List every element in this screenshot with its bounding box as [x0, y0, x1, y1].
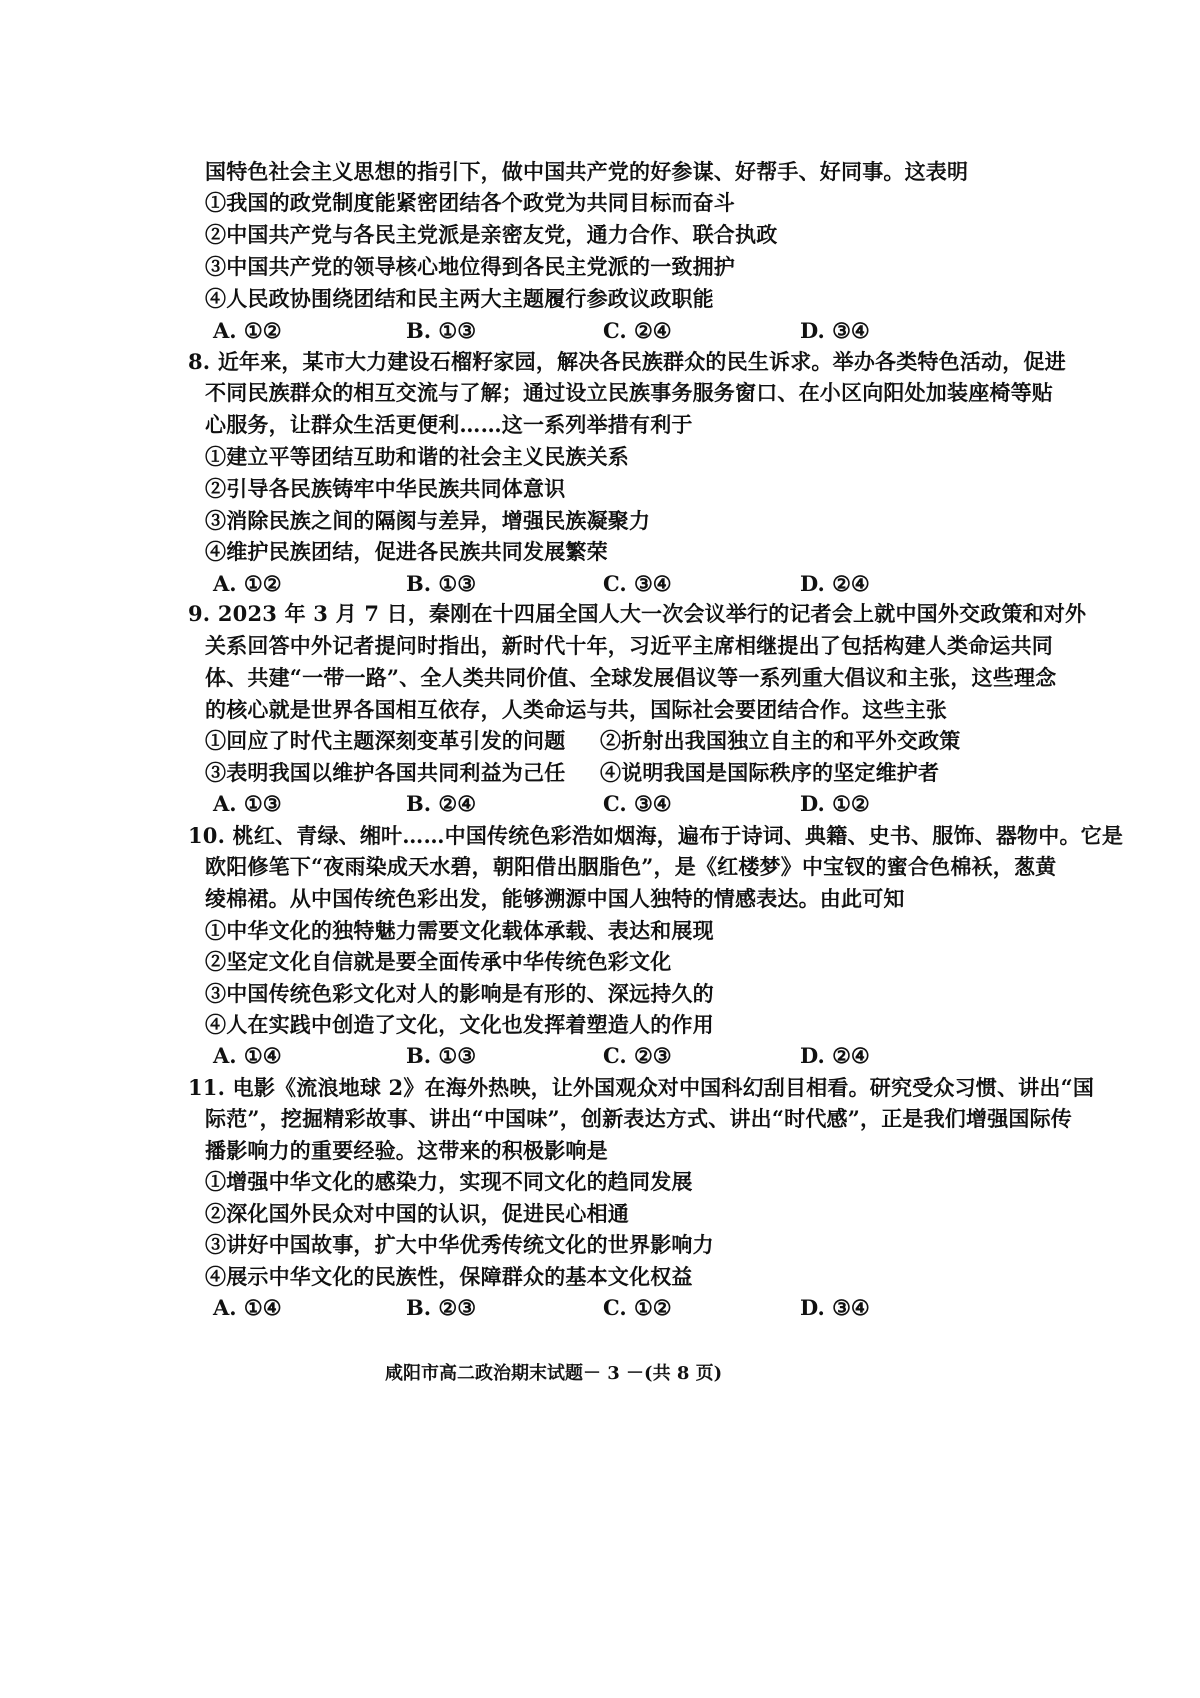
q11-option-a: A. ①④: [213, 1295, 282, 1320]
q9-option-d: D. ①②: [800, 791, 870, 816]
q8-stem-line-3: 心服务，让群众生活更便利……这一系列举措有利于: [205, 412, 693, 437]
q10-item-1: ①中华文化的独特魅力需要文化载体承载、表达和展现: [205, 918, 714, 943]
q10-item-2: ②坚定文化自信就是要全面传承中华传统色彩文化: [205, 949, 672, 974]
q10-stem-line-1: 10. 桃红、青绿、缃叶……中国传统色彩浩如烟海，遍布于诗词、典籍、史书、服饰、器物中。它是: [188, 823, 1124, 848]
q9-option-c: C. ③④: [603, 791, 672, 816]
q7-option-c: C. ②④: [603, 318, 672, 343]
q9-item-1: ①回应了时代主题深刻变革引发的问题: [205, 728, 566, 753]
q9-stem-line-1: 9. 2023 年 3 月 7 日，秦刚在十四届全国人大一次会议举行的记者会上就中国外交政策和对外: [188, 601, 1087, 626]
q9-item-2: ②折射出我国独立自主的和平外交政策: [600, 728, 961, 753]
q11-stem-line-2: 际范”，挖掘精彩故事、讲出“中国味”，创新表达方式、讲出“时代感”，正是我们增强国际传: [205, 1106, 1072, 1131]
q9-stem-line-4: 的核心就是世界各国相互依存，人类命运与共，国际社会要团结合作。这些主张: [205, 697, 947, 722]
q7-item-2: ②中国共产党与各民主党派是亲密友党，通力合作、联合执政: [205, 222, 778, 247]
q9-stem-line-3: 体、共建“一带一路”、全人类共同价值、全球发展倡议等一系列重大倡议和主张，这些理念: [205, 665, 1057, 690]
q7-option-a: A. ①②: [213, 318, 282, 343]
q8-option-d: D. ②④: [800, 571, 870, 596]
q8-item-2: ②引导各民族铸牢中华民族共同体意识: [205, 476, 566, 501]
q10-stem-line-3: 绫棉裙。从中国传统色彩出发，能够溯源中国人独特的情感表达。由此可知: [205, 886, 905, 911]
q8-stem-line-2: 不同民族群众的相互交流与了解；通过设立民族事务服务窗口、在小区向阳处加装座椅等贴: [205, 380, 1053, 405]
q11-item-3: ③讲好中国故事，扩大中华优秀传统文化的世界影响力: [205, 1232, 714, 1257]
q8-item-3: ③消除民族之间的隔阂与差异，增强民族凝聚力: [205, 508, 651, 533]
q11-option-d: D. ③④: [800, 1295, 870, 1320]
q11-item-2: ②深化国外民众对中国的认识，促进民心相通: [205, 1201, 629, 1226]
q11-item-1: ①增强中华文化的感染力，实现不同文化的趋同发展: [205, 1169, 693, 1194]
q7-stem-line: 国特色社会主义思想的指引下，做中国共产党的好参谋、好帮手、好同事。这表明: [205, 159, 969, 184]
q10-stem-line-2: 欧阳修笔下“夜雨染成天水碧，朝阳借出胭脂色”，是《红楼梦》中宝钗的蜜合色棉袄，葱黄: [205, 854, 1057, 879]
q7-option-d: D. ③④: [800, 318, 870, 343]
page-footer: 咸阳市高二政治期末试题－ 3 －(共 8 页): [385, 1363, 723, 1384]
q8-option-b: B. ①③: [406, 571, 477, 596]
q9-option-a: A. ①③: [213, 791, 282, 816]
q8-stem-line-1: 8. 近年来，某市大力建设石榴籽家园，解决各民族群众的民生诉求。举办各类特色活动，促进: [188, 349, 1066, 374]
q11-option-c: C. ①②: [603, 1295, 672, 1320]
q8-item-1: ①建立平等团结互助和谐的社会主义民族关系: [205, 444, 629, 469]
q8-option-a: A. ①②: [213, 571, 282, 596]
q11-item-4: ④展示中华文化的民族性，保障群众的基本文化权益: [205, 1264, 693, 1289]
q7-item-3: ③中国共产党的领导核心地位得到各民主党派的一致拥护: [205, 254, 735, 279]
q9-item-4: ④说明我国是国际秩序的坚定维护者: [600, 760, 940, 785]
q11-stem-line-1: 11. 电影《流浪地球 2》在海外热映，让外国观众对中国科幻刮目相看。研究受众习惯、讲出“国: [188, 1075, 1095, 1100]
q8-item-4: ④维护民族团结，促进各民族共同发展繁荣: [205, 539, 608, 564]
q7-option-b: B. ①③: [406, 318, 477, 343]
q10-item-3: ③中国传统色彩文化对人的影响是有形的、深远持久的: [205, 981, 714, 1006]
q9-option-b: B. ②④: [406, 791, 477, 816]
q11-stem-line-3: 播影响力的重要经验。这带来的积极影响是: [205, 1138, 608, 1163]
q10-option-c: C. ②③: [603, 1043, 672, 1068]
q10-option-d: D. ②④: [800, 1043, 870, 1068]
q8-option-c: C. ③④: [603, 571, 672, 596]
q9-stem-line-2: 关系回答中外记者提问时指出，新时代十年，习近平主席相继提出了包括构建人类命运共同: [205, 633, 1053, 658]
q10-option-a: A. ①④: [213, 1043, 282, 1068]
q7-item-1: ①我国的政党制度能紧密团结各个政党为共同目标而奋斗: [205, 190, 735, 215]
q7-item-4: ④人民政协围绕团结和民主两大主题履行参政议政职能: [205, 286, 714, 311]
q10-item-4: ④人在实践中创造了文化，文化也发挥着塑造人的作用: [205, 1012, 714, 1037]
q9-item-3: ③表明我国以维护各国共同利益为己任: [205, 760, 566, 785]
q10-option-b: B. ①③: [406, 1043, 477, 1068]
q11-option-b: B. ②③: [406, 1295, 477, 1320]
